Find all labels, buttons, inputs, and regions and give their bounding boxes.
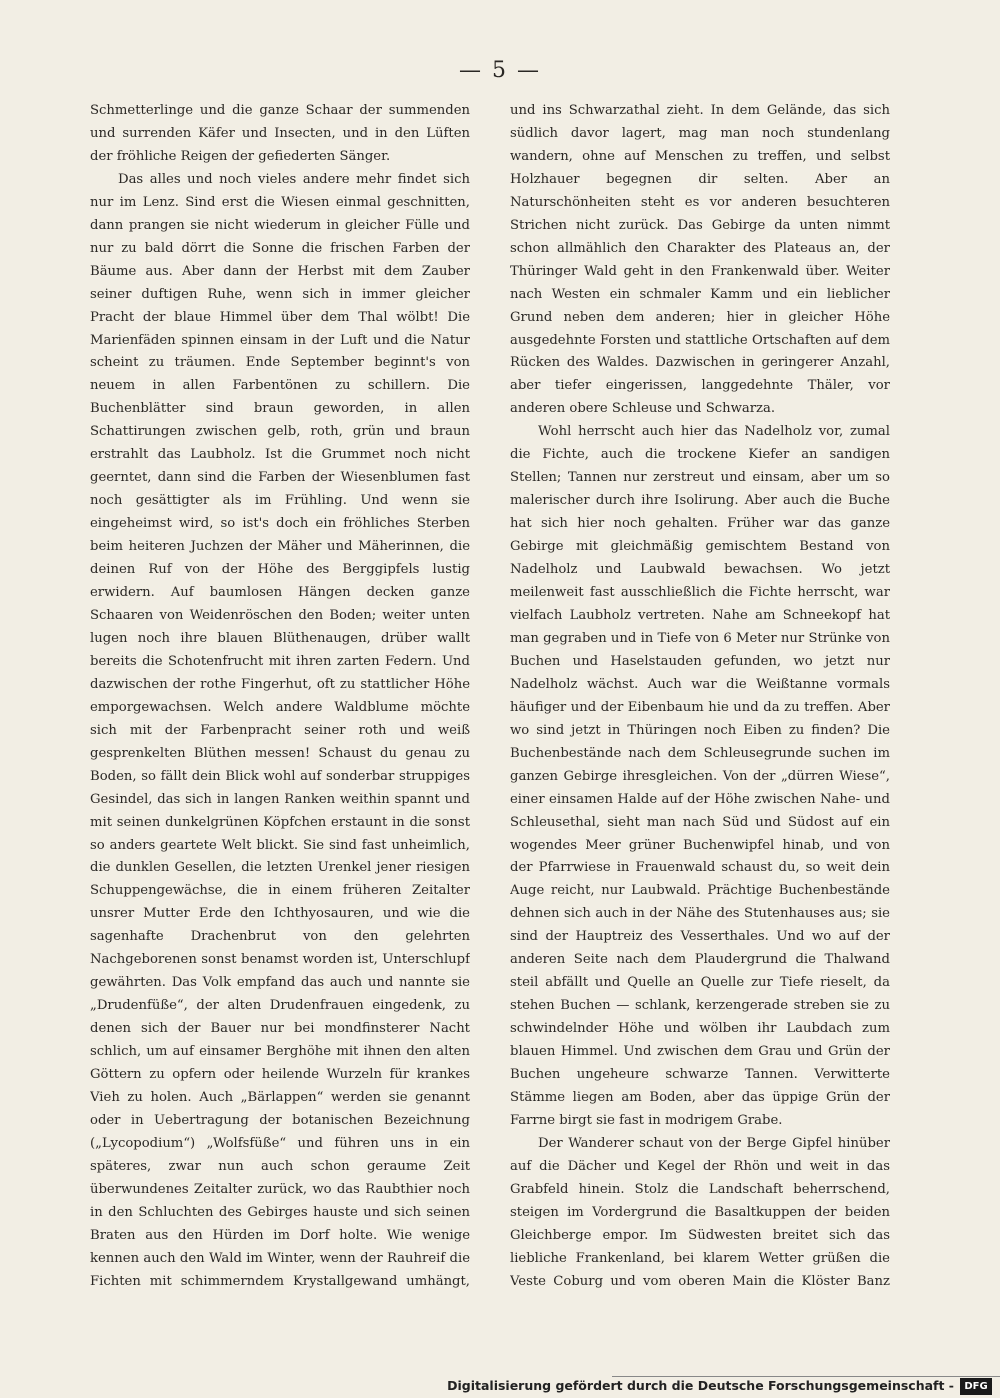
dfg-logo: DFG — [960, 1378, 992, 1395]
paragraph: Schmetterlinge und die ganze Schaar der summenden und surrenden Käfer und Insecten, und in den Lüften der fröhliche Reigen der gefiederten Sänger. — [90, 103, 470, 164]
footer — [0, 1376, 1000, 1398]
paragraph: und ins Schwarzathal zieht. In dem Gelände, das sich südlich davor lagert, mag man noch stundenlang wandern, ohne auf Menschen zu treffen, und selbst Holzhauer begegnen dir selten. Aber an Naturschönheiten steht es vor anderen besuchteren Strichen nicht zurück. Das Gebirge da unten nimmt schon allmählich den Charakter des Plateaus an, der Thüringer Wald geht in den Frankenwald über. Weiter nach Westen ein schmaler Kamm und ein lieblicher Grund neben dem anderen; hier in gleicher Höhe ausgedehnte Forsten und stattliche Ortschaften auf dem Rücken des Waldes. Dazwischen in geringerer Anzahl, aber tiefer eingerissen, langgedehnte Thäler, vor anderen obere Schleuse und Schwarza. — [510, 103, 890, 417]
page-number: — 5 — — [459, 58, 541, 83]
paragraph: Das alles und noch vieles andere mehr findet sich nur im Lenz. Sind erst die Wiesen einmal geschnitten, dann prangen sie nicht wiederum in gleicher Fülle und nur zu bald dörrt die Sonne die frischen Farben der Bäume aus. Aber dann der Herbst mit dem Zauber seiner duftigen Ruhe, wenn sich in immer gleicher Pracht der blaue Himmel über dem Thal wölbt! Die Marienfäden spinnen einsam in der Luft und die Natur scheint zu träumen. Ende September beginnt's von neuem in allen Farbentönen zu schillern. Die Buchenblätter sind braun geworden, in allen Schattirungen zwischen gelb, roth, grün und braun erstrahlt das Laubholz. Ist die Grummet noch nicht geerntet, dann sind die Farben der Wiesenblumen fast noch gesättigter als im Frühling. Und wenn sie eingeheimst wird, so ist's doch ein fröhliches Sterben beim heiteren Juchzen der Mäher und Mäherinnen, die deinen Ruf von der Höhe des Berggipfels lustig erwidern. Auf baumlosen Hängen decken ganze Schaaren von Weidenröschen den Boden; weiter unten lugen noch ihre blauen Blüthenaugen, drüber wallt bereits die Schotenfrucht mit ihren zarten Federn. Und dazwischen der rothe Fingerhut, oft zu stattlicher Höhe emporgewachsen. Welch andere Waldblume möchte sich mit der Farbenpracht seiner roth und weiß gesprenkelten Blüthen messen! Schaust du genau zu Boden, so fällt dein Blick wohl auf sonderbar struppiges Gesindel, das sich in langen Ranken weithin spannt und mit seinen dunkelgrünen Köpfchen erstaunt in die sonst so anders geartete Welt blickt. Sie sind fast unheimlich, die dunklen Gesellen, die letzten Urenkel jener riesigen Schuppengewächse, die in einem früheren Zeitalter unsrer Mutter Erde den Ichthyosauren, und wie die sagenhafte Drachenbrut von den gelehrten Nachgeborenen sonst benamst worden ist, Unterschlupf gewährten. Das Volk empfand das auch und nannte sie „Drudenfüße“, der alten Drudenfrauen eingedenk, zu denen sich der Bauer nur bei mondfinsterer Nacht schlich, um auf einsamer Berghöhe mit ihnen den alten Göttern zu opfern oder heilende Wurzeln für krankes Vieh zu holen. Auch „Bärlappen“ werden sie genannt oder in Uebertragung der botanischen Bezeichnung („Lycopodium“) „Wolfsfüße“ und führen uns in ein späteres, zwar nun auch schon geraume Zeit überwundenes Zeitalter zurück, wo das Raubthier noch in den Schluchten des Gebirges hauste und sich seinen Braten aus den Hürden im Dorf holte. Wie wenige kennen auch den Wald im Winter, wenn der Rauhreif die Fichten mit schimmerndem Krystallgewand umhängt, — [90, 171, 470, 1289]
paragraph: Der Wanderer schaut von der Berge Gipfel hinüber auf die Dächer und Kegel der Rhön und weit in das Grabfeld hinein. Stolz die Landschaft beherrschend, steigen im Vordergrund die Basaltkuppen der beiden Gleichberge empor. Im Südwesten breitet sich das liebliche Frankenland, bei klarem Wetter grüßen die Veste Coburg und vom oberen Main die Klöster Banz — [510, 1135, 890, 1289]
left-column — [90, 100, 470, 1290]
right-column — [510, 100, 890, 1290]
footer-divider — [612, 1376, 1000, 1377]
paragraph: Wohl herrscht auch hier das Nadelholz vor, zumal die Fichte, auch die trockene Kiefer an sandigen Stellen; Tannen nur zerstreut und einsam, aber um so malerischer durch ihre Isolirung. Aber auch die Buche hat sich hier noch gehalten. Früher war das ganze Gebirge mit gleichmäßig gemischtem Bestand von Nadelholz und Laubwald bewachsen. Wo jetzt meilenweit fast ausschließlich die Fichte herrscht, war vielfach Laubholz vertreten. Nahe am Schneekopf hat man gegraben und in Tiefe von 6 Meter nur Strünke von Buchen und Haselstauden gefunden, wo jetzt nur Nadelholz wächst. Auch war die Weißtanne vormals häufiger und der Eibenbaum hie und da zu treffen. Aber wo sind jetzt in Thüringen noch Eiben zu finden? Die Buchenbestände nach dem Schleusegrunde suchen im ganzen Gebirge ihresgleichen. Von der „dürren Wiese“, einer einsamen Halde auf der Höhe zwischen Nahe- und Schleusethal, sieht man nach Süd und Südost auf ein wogendes Meer grüner Buchenwipfel hinab, und von der Pfarrwiese in Frauenwald schaust du, so weit dein Auge reicht, nur Laubwald. Prächtige Buchenbestände dehnen sich auch in der Nähe des Stutenhauses aus; sie sind der Hauptreiz des Vesserthales. Und wo auf der anderen Seite nach dem Plaudergrund die Thalwand steil abfällt und Quelle an Quelle zur Tiefe rieselt, da stehen Buchen — schlank, kerzengerade streben sie zu schwindelnder Höhe und wölben ihr Laubdach zum blauen Himmel. Und zwischen dem Grau und Grün der Buchen ungeheure schwarze Tannen. Verwitterte Stämme liegen am Boden, aber das üppige Grün der Farrne birgt sie fast in modrigem Grabe. — [510, 424, 890, 1128]
footer-credit: Digitalisierung gefördert durch die Deutsche Forschungsgemeinschaft - — [447, 1378, 954, 1393]
